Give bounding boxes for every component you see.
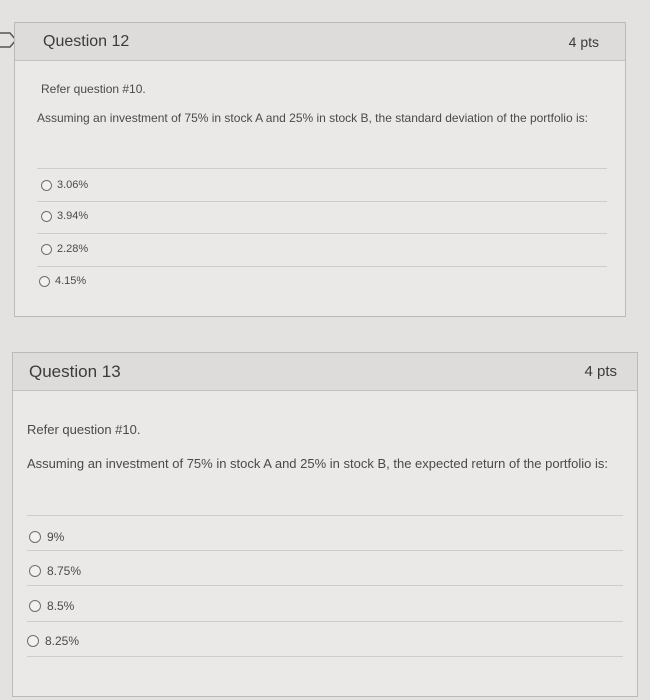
question-points: 4 pts (584, 363, 617, 380)
question-points: 4 pts (568, 33, 599, 50)
question-prompt: Assuming an investment of 75% in stock A and 25% in stock B, the standard deviation of the portfolio is: (37, 111, 588, 125)
divider (27, 621, 623, 622)
radio-icon[interactable] (29, 531, 41, 543)
divider (37, 201, 607, 202)
radio-icon[interactable] (41, 180, 52, 191)
answer-label: 8.5% (47, 599, 75, 613)
answer-option-3[interactable] (29, 599, 74, 613)
question-reference: Refer question #10. (27, 422, 141, 437)
question-title: Question 13 (29, 361, 121, 381)
answer-option-1[interactable] (41, 179, 88, 191)
question-header (15, 23, 625, 61)
question-title: Question 12 (43, 32, 130, 50)
divider (27, 515, 623, 516)
divider (27, 585, 623, 586)
radio-icon[interactable] (29, 600, 41, 612)
question-12 (14, 22, 626, 317)
answer-label: 3.06% (57, 179, 89, 191)
answer-option-1[interactable] (29, 530, 64, 544)
divider (37, 168, 607, 169)
divider (37, 233, 607, 234)
answer-label: 9% (47, 530, 65, 544)
question-prompt: Assuming an investment of 75% in stock A and 25% in stock B, the expected return of the portfolio is: (27, 456, 608, 471)
answer-option-2[interactable] (29, 564, 81, 578)
answer-option-4[interactable] (27, 634, 79, 648)
radio-icon[interactable] (27, 635, 39, 647)
answer-option-4[interactable] (39, 275, 86, 287)
answer-label: 8.75% (47, 564, 82, 578)
answer-option-2[interactable] (41, 210, 88, 222)
divider (27, 550, 623, 551)
radio-icon[interactable] (41, 211, 52, 222)
radio-icon[interactable] (41, 244, 52, 255)
answer-label: 3.94% (57, 210, 89, 222)
divider (27, 656, 623, 657)
divider (37, 266, 607, 267)
question-reference: Refer question #10. (41, 82, 146, 96)
answer-label: 4.15% (55, 275, 87, 287)
answer-option-3[interactable] (41, 243, 88, 255)
radio-icon[interactable] (39, 276, 50, 287)
question-header (13, 353, 637, 391)
radio-icon[interactable] (29, 565, 41, 577)
answer-label: 2.28% (57, 243, 89, 255)
answer-label: 8.25% (45, 634, 80, 648)
question-13 (12, 352, 638, 697)
